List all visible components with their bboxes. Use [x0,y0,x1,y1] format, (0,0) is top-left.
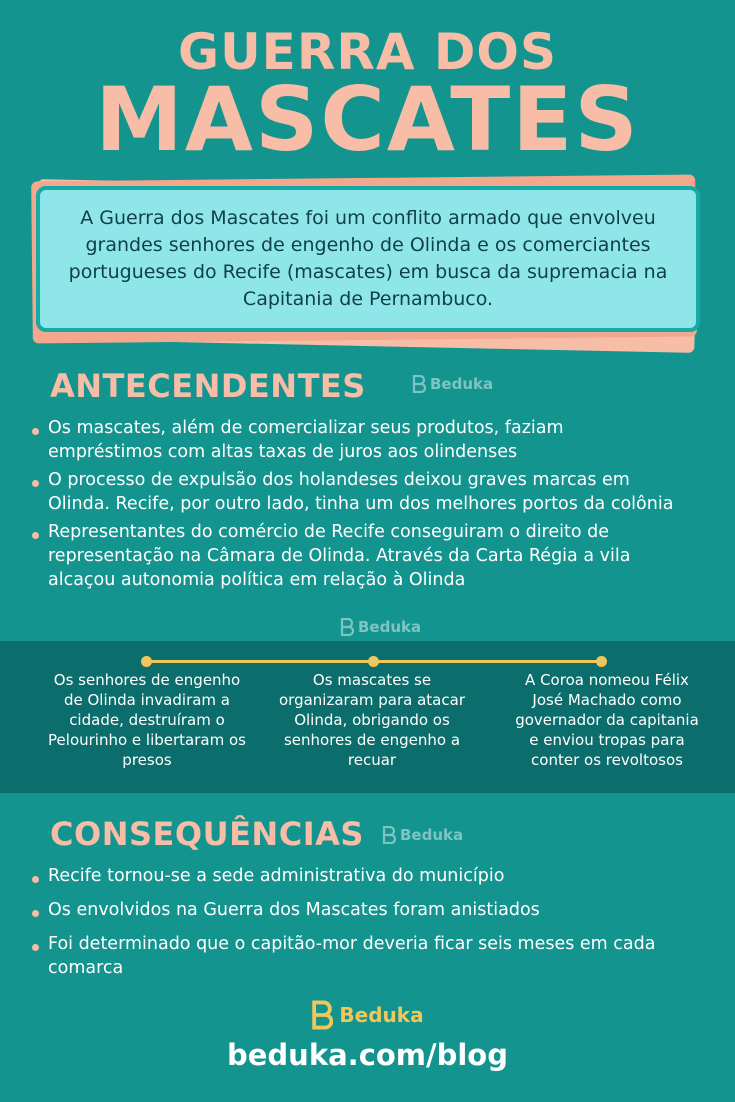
bullet-dot [32,944,39,951]
title-line-1: GUERRA DOS [178,23,557,81]
watermark-3 [382,826,463,844]
watermark-2 [340,618,421,636]
bullet-dot [32,532,39,539]
footer-logo-text: Beduka [339,1003,424,1027]
bullet-dot [32,480,39,487]
bullet-dot [32,428,39,435]
timeline-dot-3 [596,656,607,667]
timeline-event-2: Os mascates se organizaram para atacar Olinda, obrigando os senhores de engenho a recuar [279,671,465,769]
title-line-2: MASCATES [95,68,640,171]
antecedentes-list [30,416,680,592]
list-item: O processo de expulsão dos holandeses deixou graves marcas em Olinda. Recife, por outro lado, tinha um dos melhores portos da colônia [30,468,680,516]
beduka-logo-icon [412,375,426,393]
beduka-logo-icon [340,618,354,636]
list-item: Recife tornou-se a sede administrativa do município [30,864,680,888]
watermark-text: Beduka [358,618,422,636]
watermark-text: Beduka [400,826,464,844]
consequencias-title: CONSEQUÊNCIAS [50,815,364,853]
list-item: Os envolvidos na Guerra dos Mascates foram anistiados [30,898,680,922]
timeline-dot-1 [141,656,152,667]
bullet-dot [32,876,39,883]
watermark-1 [412,375,493,393]
list-item: Representantes do comércio de Recife conseguiram o direito de representação na Câmara de Olinda. Através da Carta Régia a vila alcaçou autonomia política em relação à Olinda [30,520,680,592]
beduka-logo-icon [382,826,396,844]
list-item: Foi determinado que o capitão-mor deveria ficar seis meses em cada comarca [30,932,680,980]
bullet-dot [32,910,39,917]
intro-box [36,186,700,332]
beduka-logo-icon [311,1000,333,1030]
list-item: Os mascates, além de comercializar seus produtos, faziam empréstimos com altas taxas de juros aos olindenses [30,416,680,464]
watermark-text: Beduka [430,375,494,393]
timeline-event-3: A Coroa nomeou Félix José Machado como governador da capitania e enviou tropas para conter os revoltosos [515,671,699,769]
antecedentes-title: ANTECENDENTES [50,367,366,405]
intro-text: A Guerra dos Mascates foi um conflito armado que envolveu grandes senhores de engenho de Olinda e os comerciantes portugueses do Recife (mascates) em busca da supremacia na Capitania de Pernambuco. [68,207,668,310]
consequencias-list [30,864,680,980]
footer-url-link[interactable]: beduka.com/blog [226,1038,508,1072]
footer-logo [0,1000,735,1030]
timeline-event-1: Os senhores de engenho de Olinda invadiram a cidade, destruíram o Pelourinho e libertaram os presos [48,671,246,769]
intro-card [28,178,708,356]
timeline-dot-2 [368,656,379,667]
